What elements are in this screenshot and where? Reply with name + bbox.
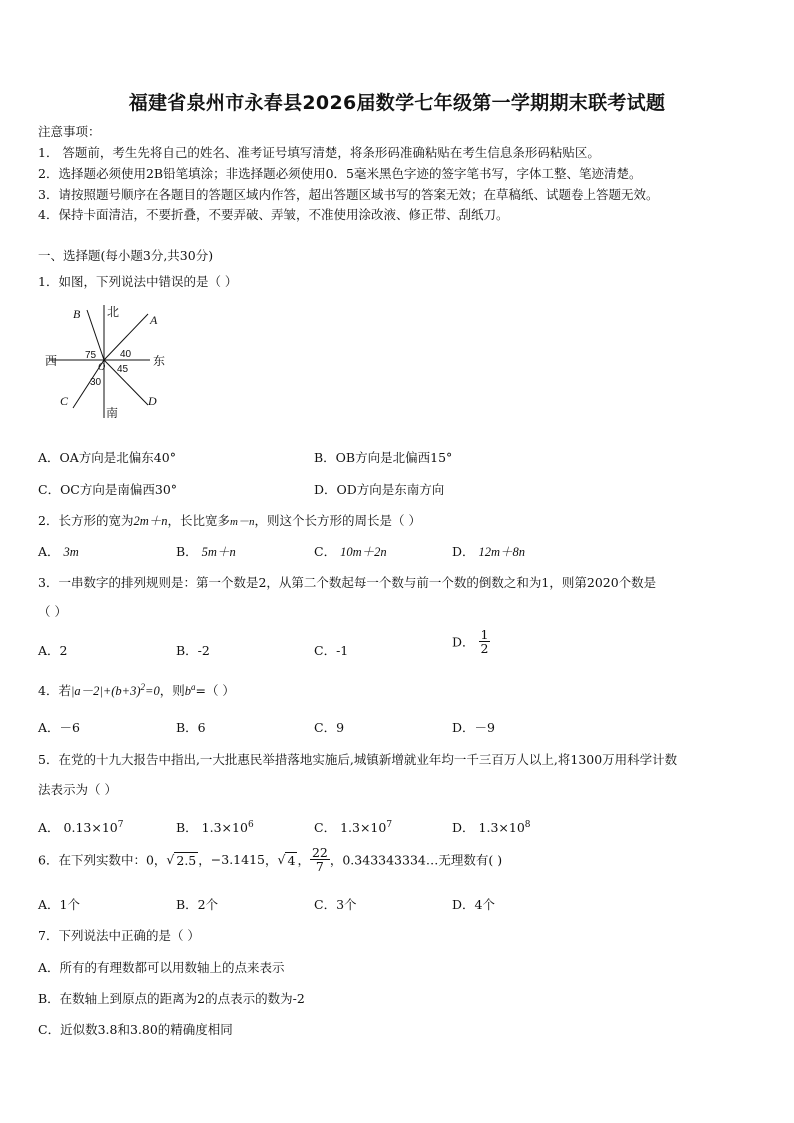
width-expression: 2m＋n: [133, 514, 168, 528]
label-A: A: [150, 313, 158, 327]
q2-option-b: B． 5m＋n: [176, 544, 236, 559]
q5-option-b: B． $1.3\times 10^6$: [176, 819, 254, 835]
negative-number: −3.1415: [210, 852, 265, 868]
label-B: B: [73, 307, 81, 321]
power-expression: $b^a$: [184, 681, 196, 698]
q5-option-d: D． $1.3\times 10^8$: [452, 819, 531, 835]
condition-expression: $|a-2|+(b+3)^2=0$: [70, 681, 160, 698]
q4-option-b: B．6: [176, 720, 206, 735]
q3-option-a: A．2: [38, 643, 68, 658]
q4-option-a: A．－6: [38, 720, 80, 735]
q7-option-c: C．近似数3.8和3.80的精确度相同: [38, 1022, 233, 1037]
section-heading: 一、选择题(每小题3分,共30分): [38, 248, 214, 263]
q3-option-c: C．-1: [314, 643, 349, 658]
notes-heading: 注意事项：: [38, 124, 101, 139]
q2-option-c: C． 10m＋2n: [314, 544, 387, 559]
fraction-22-7: $\frac{22}{7}$: [311, 845, 328, 875]
question-6-stem: 6．在下列实数中：0，√ 2.5 ，−3.1415，√ 4 ， $\frac{22}{7}$ ，0.343343334…无理数有( ): [38, 845, 503, 875]
question-2-stem: 2．长方形的宽为2m＋n，长比宽多m－n，则这个长方形的周长是（ ）: [38, 513, 421, 528]
angle-45: 45: [117, 364, 129, 375]
q1-option-a: A．OA方向是北偏东40°: [38, 450, 176, 465]
q3-option-d: D． $\frac{1}{2}$: [452, 627, 489, 657]
question-1-stem: 1．如图，下列说法中错误的是（ ）: [38, 274, 238, 289]
question-5-line1: 5．在党的十九大报告中指出,一大批惠民举措落地实施后,城镇新增就业年均一千三百万人以上,将1300万用科学计数: [38, 752, 678, 767]
question-3-paren: （ ）: [38, 604, 67, 619]
q4-option-d: D．－9: [452, 720, 495, 735]
label-C: C: [60, 394, 69, 408]
angle-40: 40: [120, 349, 132, 360]
label-D: D: [148, 394, 157, 408]
sqrt-4: 4: [287, 852, 296, 868]
q2-option-d: D． 12m＋8n: [452, 544, 526, 559]
note-item: 3．请按照题号顺序在各题目的答题区域内作答，超出答题区域书写的答案无效；在草稿纸、试题卷上答题无效。: [38, 187, 659, 202]
q6-option-d: D．4个: [452, 897, 495, 912]
q1-option-c: C．OC方向是南偏西30°: [38, 482, 178, 497]
sqrt-2-5: 2.5: [176, 852, 197, 868]
q1-option-b: B．OB方向是北偏西15°: [314, 450, 453, 465]
q5-option-a: A． $0.13\times 10^7$: [38, 819, 124, 835]
label-west: 西: [45, 354, 58, 368]
page-title: 福建省泉州市永春县2026届数学七年级第一学期期末联考试题: [128, 92, 666, 114]
angle-30: 30: [90, 377, 102, 388]
q6-option-b: B．2个: [176, 897, 219, 912]
label-O: O: [98, 362, 106, 373]
fraction-one-half: $\frac{1}{2}$: [480, 627, 489, 657]
note-item: 2．选择题必须使用2B铅笔填涂；非选择题必须使用0．5毫米黑色字迹的签字笔书写，字体工整、笔迹清楚。: [38, 166, 642, 181]
q6-option-a: A．1个: [38, 897, 80, 912]
q1-option-d: D．OD方向是东南方向: [314, 482, 445, 497]
difference-expression: m－n: [230, 516, 255, 528]
note-item: 4．保持卡面清洁，不要折叠，不要弄破、弄皱，不准使用涂改液、修正带、刮纸刀。: [38, 207, 509, 222]
question-4-stem: 4．若$|a-2|+(b+3)^2=0$，则$b^a=$（ ）: [38, 681, 235, 698]
q3-option-b: B．-2: [176, 643, 210, 658]
q4-option-c: C．9: [314, 720, 345, 735]
label-north: 北: [107, 305, 120, 319]
note-item: 1． 答题前，考生先将自己的姓名、准考证号填写清楚，将条形码准确粘贴在考生信息条形码粘贴区。: [38, 145, 600, 160]
question-7-stem: 7．下列说法中正确的是（ ）: [38, 928, 200, 943]
angle-75: 75: [85, 350, 97, 361]
label-south: 南: [106, 406, 119, 420]
question-5-line2: 法表示为（ ）: [38, 782, 117, 797]
q7-option-b: B．在数轴上到原点的距离为2的点表示的数为-2: [38, 991, 305, 1006]
question-3-stem: 3．一串数字的排列规则是：第一个数是2，从第二个数起每一个数与前一个数的倒数之和为1，则第2020个数是: [38, 575, 657, 590]
direction-figure: [40, 300, 180, 425]
label-east: 东: [153, 354, 166, 368]
q6-option-c: C．3个: [314, 897, 357, 912]
q5-option-c: C． $1.3\times 10^7$: [314, 819, 393, 835]
q7-option-a: A．所有的有理数都可以用数轴上的点来表示: [38, 960, 285, 975]
q2-option-a: A． 3m: [38, 544, 79, 559]
